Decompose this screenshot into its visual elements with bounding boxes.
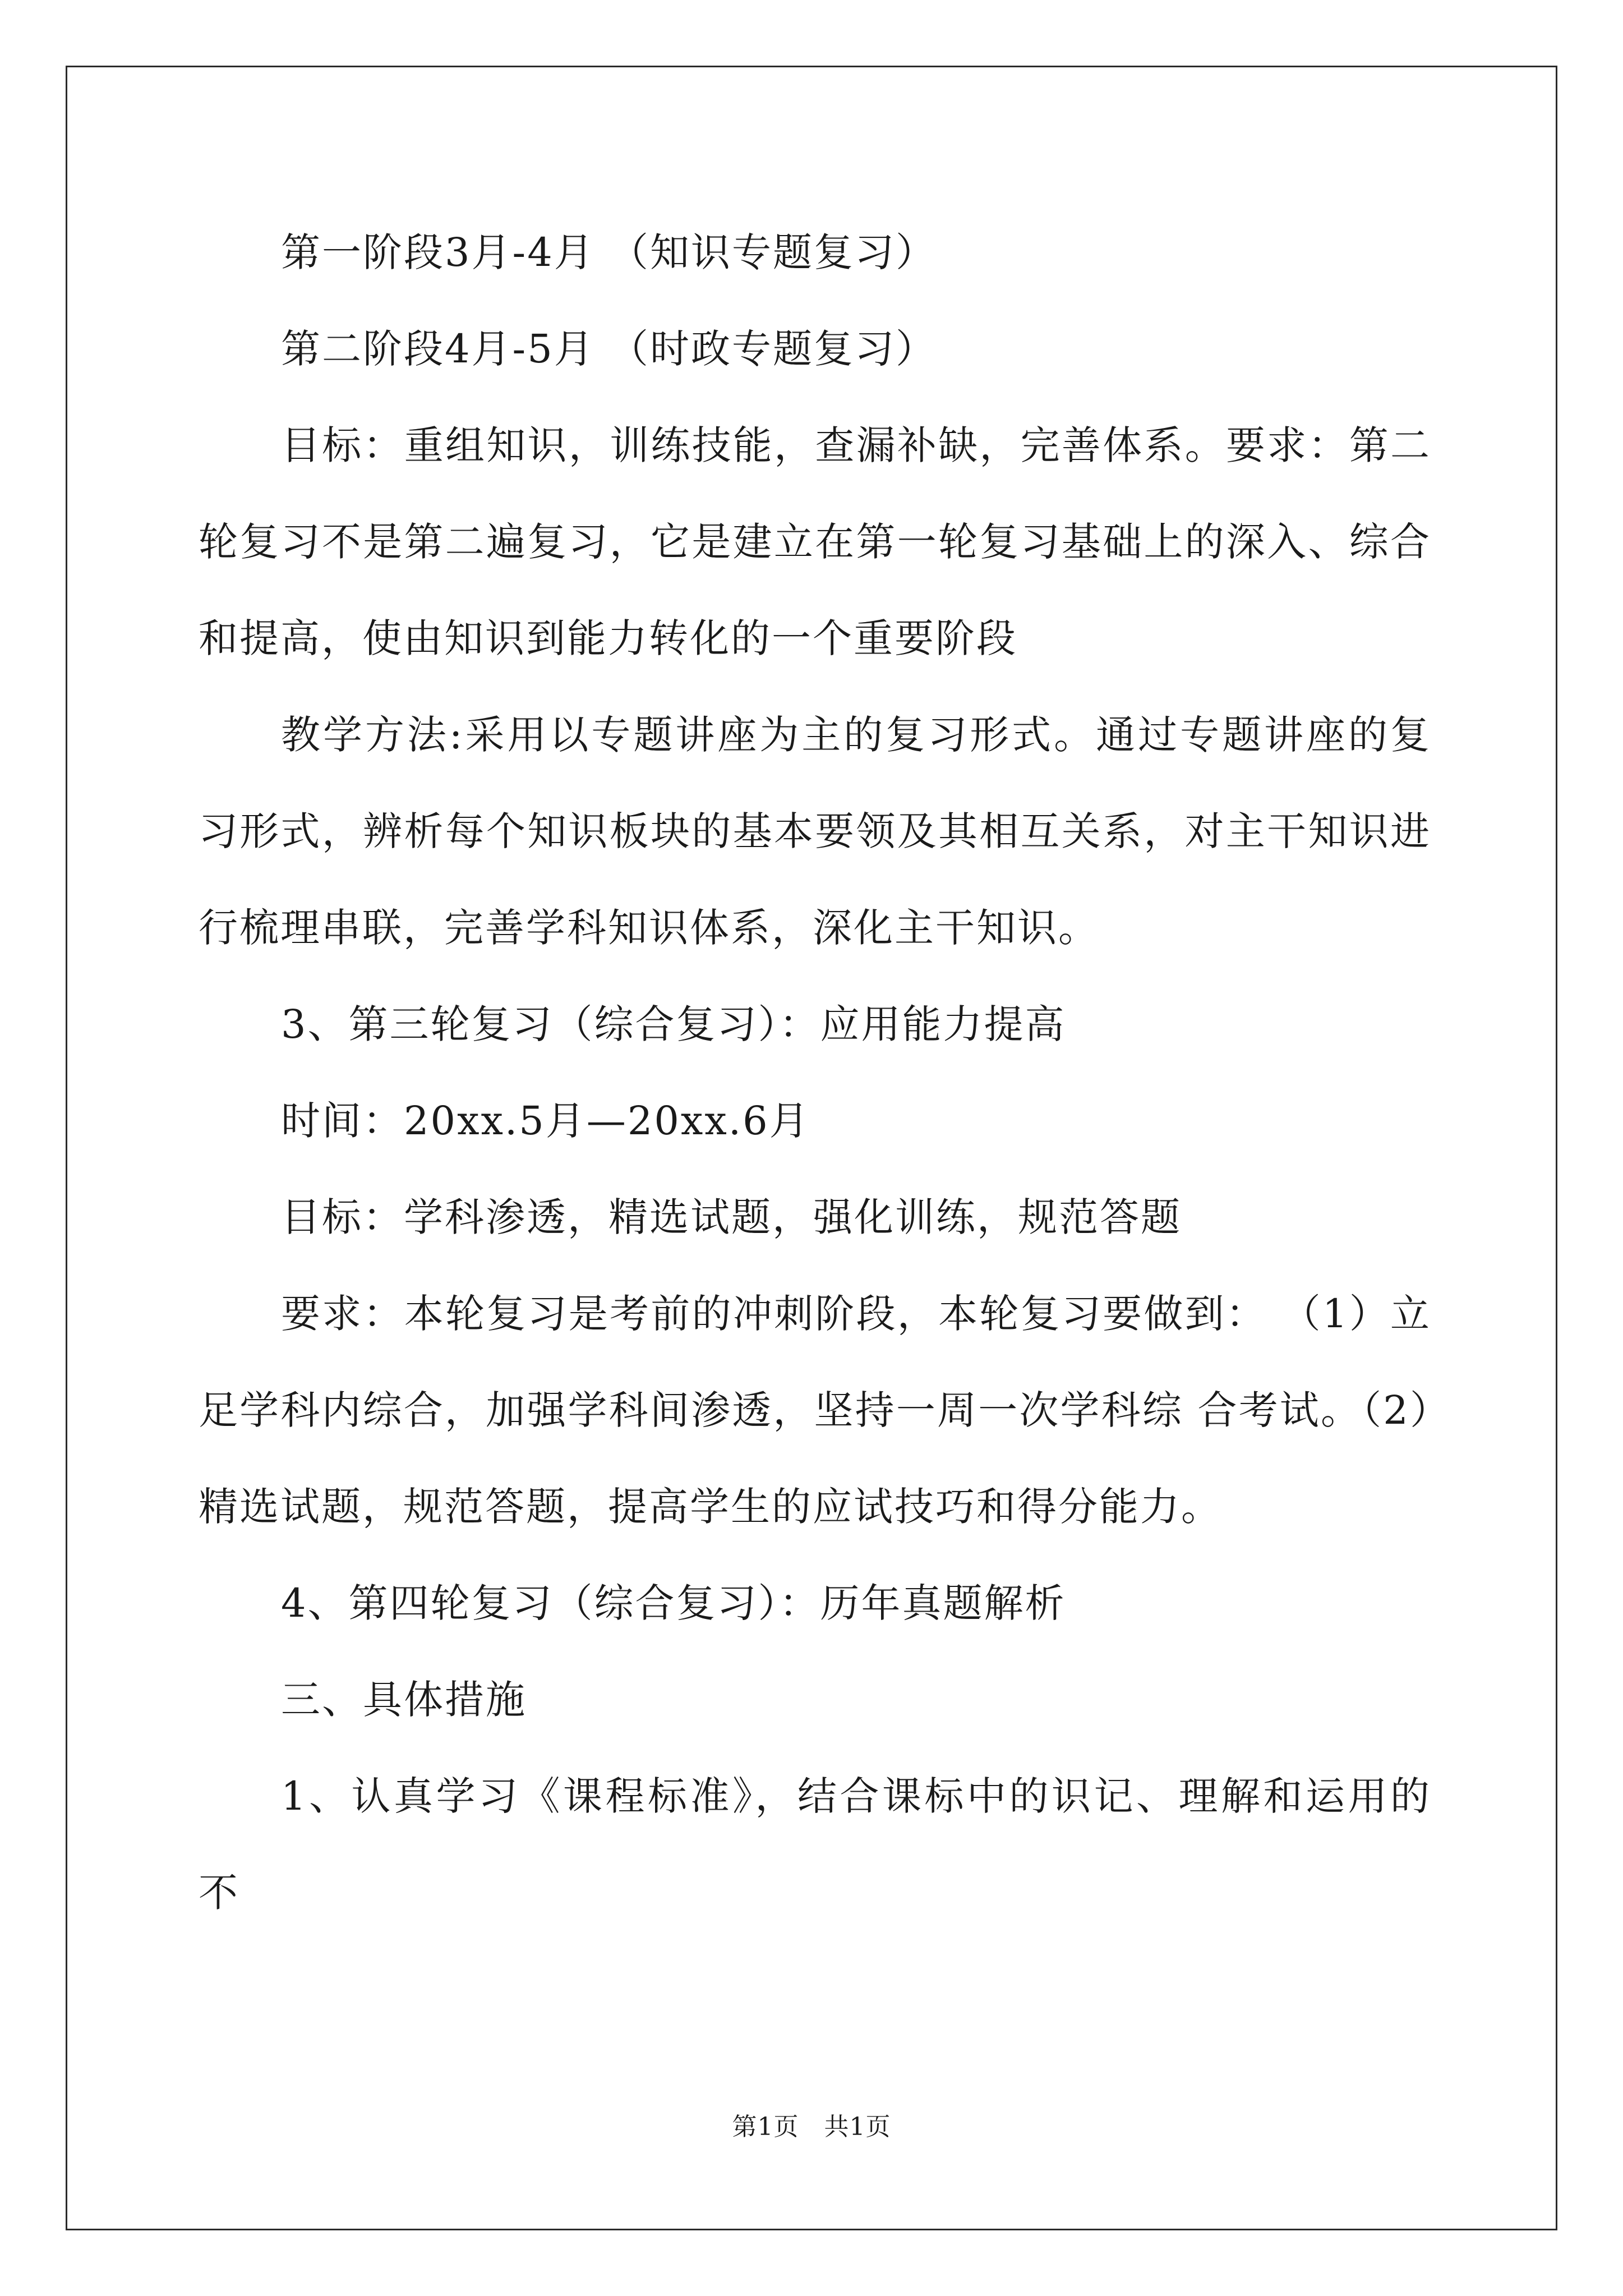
- paragraph-teaching-method: 教学方法:采用以专题讲座为主的复习形式。通过专题讲座的复习形式，辨析每个知识板块的基本要领及其相互关系，对主干知识进行梳理串联，完善学科知识体系，深化主干知识。: [199, 712, 1431, 951]
- paragraph-stage-two: 第二阶段4月-5月 （时政专题复习）: [281, 326, 937, 372]
- document-body: [199, 204, 1431, 1941]
- paragraph-fourth-round: 4、第四轮复习（综合复习）：历年真题解析: [281, 1580, 1066, 1626]
- paragraph-goal: 目标：重组知识，训练技能，查漏补缺，完善体系。要求：第二轮复习不是第二遍复习，它是建立在第一轮复习基础上的深入、综合和提高，使由知识到能力转化的一个重要阶段: [199, 422, 1431, 661]
- paragraph-requirements: 要求：本轮复习是考前的冲刺阶段，本轮复习要做到： （1）立足学科内综合，加强学科间渗透，坚持一周一次学科综 合考试。（2）精选试题，规范答题，提高学生的应试技巧和得分能力。: [199, 1291, 1431, 1530]
- paragraph-measure-one: 1、认真学习《课程标准》，结合课标中的识记、理解和运用的不: [199, 1773, 1431, 1916]
- section-heading-measures: 三、具体措施: [281, 1677, 527, 1723]
- paragraph-third-round: 3、第三轮复习（综合复习）：应用能力提高: [281, 1001, 1066, 1047]
- paragraph-third-goal: 目标：学科渗透，精选试题，强化训练，规范答题: [281, 1194, 1182, 1240]
- paragraph-stage-one: 第一阶段3月-4月 （知识专题复习）: [281, 229, 937, 275]
- paragraph-time: 时间：20xx.5月—20xx.6月: [281, 1098, 810, 1144]
- page-footer: 第1页 共1页: [732, 2113, 891, 2141]
